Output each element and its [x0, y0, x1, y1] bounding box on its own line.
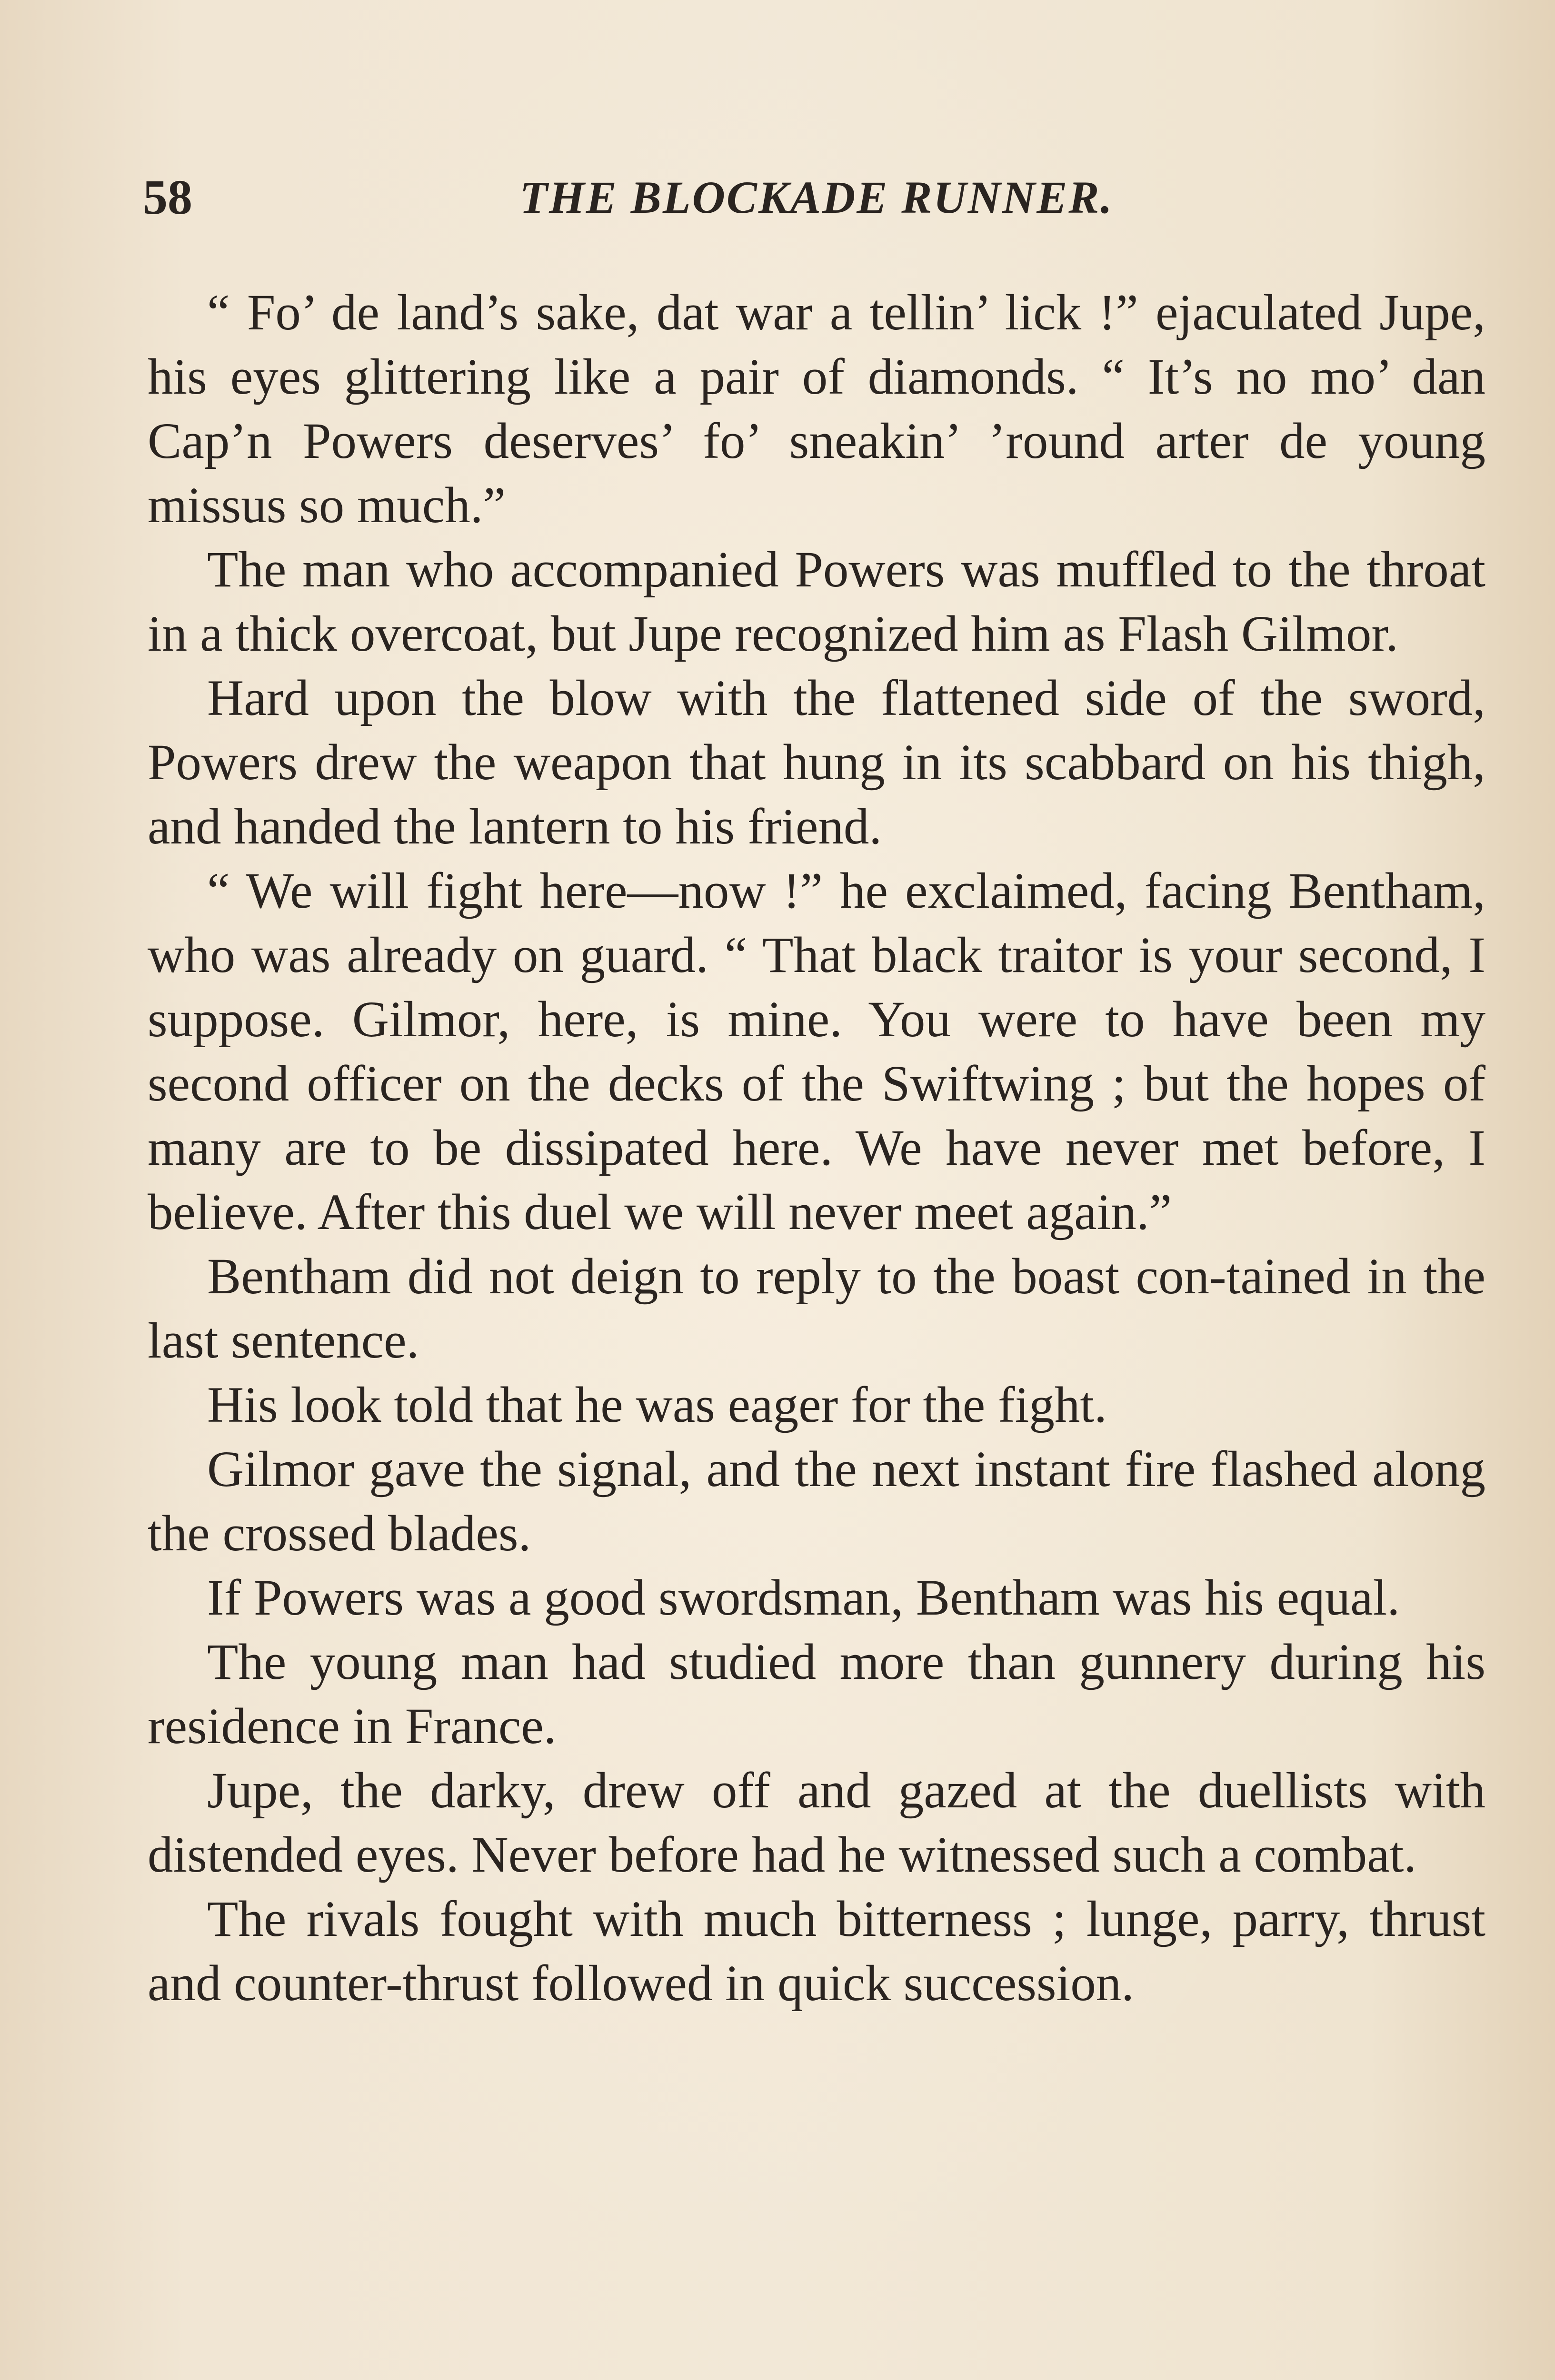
paragraph: Gilmor gave the signal, and the next instant fire flashed along the crossed blades. [148, 1441, 1485, 1562]
running-head: THE BLOCKADE RUNNER. [519, 172, 1114, 223]
paragraph: Jupe, the darky, drew off and gazed at the duellists with distended eyes. Never before had he witnessed such a combat. [148, 1763, 1485, 1883]
paragraph: The rivals fought with much bitterness ; lunge, parry, thrust and counter-thrust followed in quick succession. [148, 1891, 1485, 2012]
page-header [143, 162, 1490, 233]
paragraph: “ Fo’ de land’s sake, dat war a tellin’ lick !” ejaculated Jupe, his eyes glittering like a pair of diamonds. “ It’s no mo’ dan Cap’n Powers deserves’ fo’ sneakin’ ’round arter de young missus so much.” [148, 285, 1485, 534]
paragraph: “ We will fight here—now !” he exclaimed, facing Bentham, who was already on guard. “ That black traitor is your second, I suppose. Gilmor, here, is mine. You were to have been my second officer on the decks of the Swiftwing ; but the hopes of many are to be dissipated here. We have never met before, I believe. After this duel we will never meet again.” [148, 863, 1485, 1240]
paragraph: If Powers was a good swordsman, Bentham was his equal. [207, 1570, 1400, 1626]
paragraph: Bentham did not deign to reply to the boast con-tained in the last sentence. [148, 1249, 1485, 1369]
paragraph: The young man had studied more than gunnery during his residence in France. [148, 1634, 1485, 1755]
paragraph: His look told that he was eager for the fight. [207, 1377, 1107, 1433]
body-text [148, 281, 1485, 2016]
page-number: 58 [143, 170, 192, 225]
paragraph: Hard upon the blow with the flattened side of the sword, Powers drew the weapon that hung in its scabbard on his thigh, and handed the lantern to his friend. [148, 670, 1485, 855]
paragraph: The man who accompanied Powers was muffled to the throat in a thick overcoat, but Jupe recognized him as Flash Gilmor. [148, 542, 1485, 662]
